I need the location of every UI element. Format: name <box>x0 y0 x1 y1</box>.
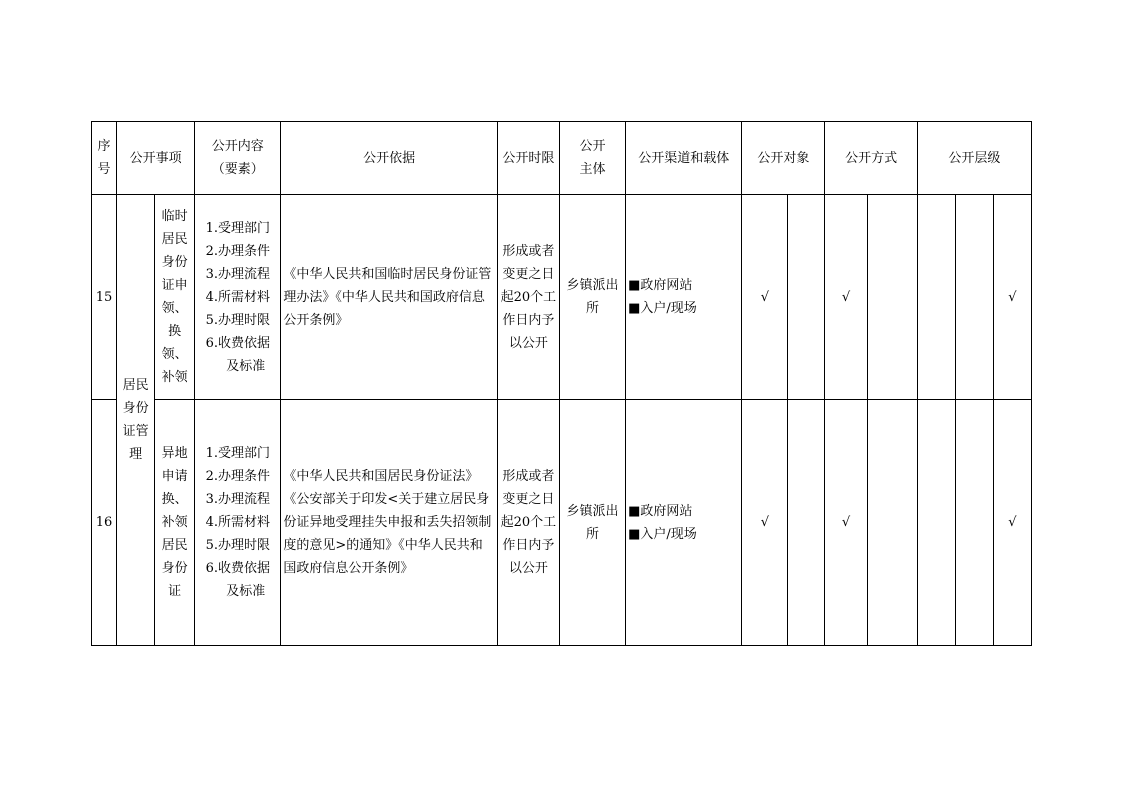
header-row <box>92 122 1032 195</box>
check-mark: √ <box>742 195 788 400</box>
channel-item: ■政府网站 <box>628 278 693 293</box>
empty-cell <box>867 400 917 646</box>
header-level: 公开层级 <box>917 122 1031 195</box>
header-method: 公开方式 <box>825 122 917 195</box>
empty-cell <box>955 400 993 646</box>
channel-item: ■政府网站 <box>628 503 693 519</box>
check-mark: √ <box>742 400 788 646</box>
subject-cell: 乡镇派出所 <box>559 195 625 400</box>
header-channel: 公开渠道和载体 <box>626 122 742 195</box>
category-cell: 居民身份证管理 <box>117 195 155 646</box>
channel-cell <box>626 400 742 646</box>
content-item: 4.所需材料 <box>205 515 270 530</box>
header-subject: 公开主体 <box>559 122 625 195</box>
check-mark: √ <box>993 195 1031 400</box>
time-cell: 形成或者变更之日起20个工作日内予以公开 <box>497 400 559 646</box>
header-content: 公开内容（要素） <box>195 122 281 195</box>
content-list <box>195 400 281 646</box>
header-item: 公开事项 <box>117 122 195 195</box>
table-row <box>92 195 1032 400</box>
content-item: 4.所需材料 <box>205 289 270 305</box>
content-item: 1.受理部门 <box>205 446 270 461</box>
sub-item-cell: 临时居民身份证申领、换领、补领 <box>155 195 195 400</box>
subject-cell: 乡镇派出所 <box>559 400 625 646</box>
content-item: 1.受理部门 <box>205 220 270 236</box>
empty-cell <box>955 195 993 400</box>
channel-item: ■入户/现场 <box>628 526 697 542</box>
channel-cell <box>626 195 742 400</box>
empty-cell <box>917 195 955 400</box>
content-item: 2.办理条件 <box>205 243 270 259</box>
content-item: 5.办理时限 <box>205 312 270 328</box>
content-item: 6.收费依据 <box>205 561 270 576</box>
row-seq: 15 <box>92 195 117 400</box>
content-item: 及标准 <box>226 584 266 599</box>
content-item: 2.办理条件 <box>205 469 270 484</box>
channel-item: ■入户/现场 <box>628 301 697 316</box>
content-list <box>195 195 281 400</box>
table-row <box>92 400 1032 646</box>
time-cell: 形成或者变更之日起20个工作日内予以公开 <box>497 195 559 400</box>
content-item: 3.办理流程 <box>205 266 270 282</box>
check-mark: √ <box>825 400 867 646</box>
header-seq: 序号 <box>92 122 117 195</box>
content-item: 3.办理流程 <box>205 492 270 507</box>
check-mark: √ <box>993 400 1031 646</box>
empty-cell <box>788 400 825 646</box>
content-item: 5.办理时限 <box>205 538 270 553</box>
row-seq: 16 <box>92 400 117 646</box>
header-time: 公开时限 <box>497 122 559 195</box>
empty-cell <box>788 195 825 400</box>
header-target: 公开对象 <box>742 122 825 195</box>
basis-cell: 《中华人民共和国临时居民身份证管理办法》《中华人民共和国政府信息公开条例》 <box>281 195 497 400</box>
disclosure-table <box>91 121 1032 646</box>
sub-item-cell: 异地申请换、补领居民身份证 <box>155 400 195 646</box>
check-mark: √ <box>825 195 867 400</box>
content-item: 及标准 <box>226 358 266 374</box>
header-basis: 公开依据 <box>281 122 497 195</box>
content-item: 6.收费依据 <box>205 335 270 351</box>
empty-cell <box>867 195 917 400</box>
empty-cell <box>917 400 955 646</box>
basis-cell: 《中华人民共和国居民身份证法》《公安部关于印发<关于建立居民身份证异地受理挂失申报和丢失招领制度的意见>的通知》《中华人民共和国政府信息公开条例》 <box>281 400 497 646</box>
